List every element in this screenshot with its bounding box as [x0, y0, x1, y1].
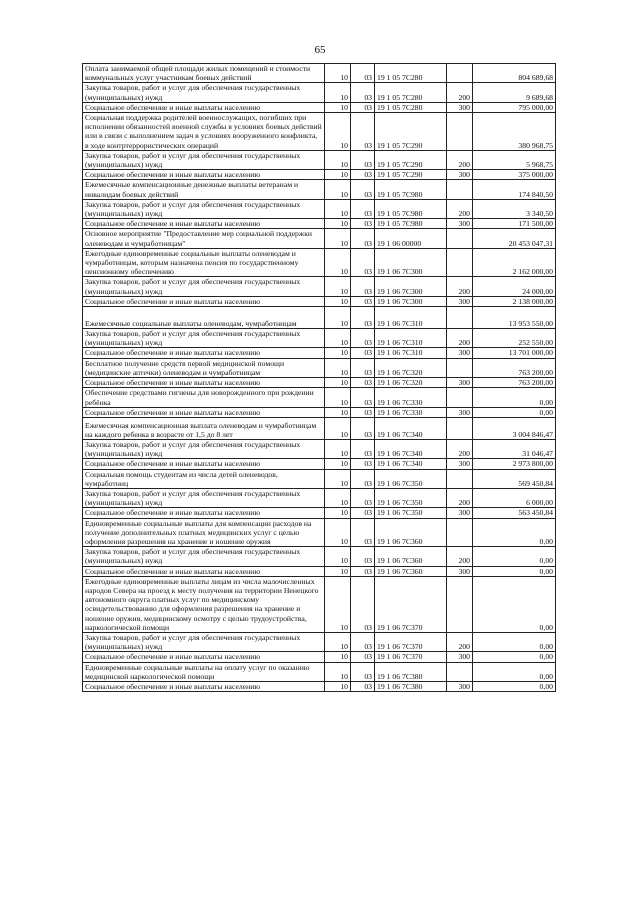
table-row	[83, 296, 556, 306]
expense-type-cell: 300	[447, 378, 473, 388]
section-code-cell: 10	[325, 518, 351, 547]
subsection-code-cell: 03	[351, 358, 375, 377]
section-code-cell: 10	[325, 378, 351, 388]
amount-cell: 795 000,00	[473, 102, 556, 112]
subsection-code-cell: 03	[351, 439, 375, 458]
expense-type-cell: 200	[447, 439, 473, 458]
target-article-cell: 19 1 06 7С330	[375, 388, 447, 407]
table-row	[83, 576, 556, 632]
amount-cell: 763 200,00	[473, 358, 556, 377]
row-name-cell: Социальное обеспечение и иные выплаты населению	[83, 378, 325, 388]
section-code-cell: 10	[325, 681, 351, 691]
amount-cell: 171 500,00	[473, 219, 556, 229]
row-name-cell: Закупка товаров, работ и услуг для обеспечения государственных (муниципальных) нужд	[83, 199, 325, 218]
section-code-cell: 10	[325, 508, 351, 518]
section-code-cell: 10	[325, 566, 351, 576]
row-name-cell: Социальное обеспечение и иные выплаты населению	[83, 681, 325, 691]
section-code-cell: 10	[325, 662, 351, 681]
subsection-code-cell: 03	[351, 229, 375, 248]
amount-cell: 0,00	[473, 662, 556, 681]
target-article-cell: 19 1 06 7С360	[375, 566, 447, 576]
section-code-cell: 10	[325, 488, 351, 507]
subsection-code-cell: 03	[351, 407, 375, 417]
target-article-cell: 19 1 06 7С300	[375, 277, 447, 296]
target-article-cell: 19 1 06 7С310	[375, 307, 447, 329]
target-article-cell: 19 1 05 7С290	[375, 150, 447, 169]
table-row	[83, 358, 556, 377]
subsection-code-cell: 03	[351, 469, 375, 488]
table-row	[83, 439, 556, 458]
target-article-cell: 19 1 06 7С360	[375, 518, 447, 547]
amount-cell: 3 340,50	[473, 199, 556, 218]
expense-type-cell	[447, 469, 473, 488]
target-article-cell: 19 1 05 7С290	[375, 170, 447, 180]
subsection-code-cell: 03	[351, 248, 375, 277]
row-name-cell: Ежемесячные компенсационные денежные выплаты ветеранам и инвалидам боевых действий	[83, 180, 325, 199]
section-code-cell: 10	[325, 102, 351, 112]
amount-cell: 804 689,68	[473, 64, 556, 83]
budget-table-body	[83, 64, 556, 692]
expense-type-cell: 200	[447, 547, 473, 566]
target-article-cell: 19 1 06 7С340	[375, 417, 447, 439]
target-article-cell: 19 1 06 7С320	[375, 358, 447, 377]
expense-type-cell	[447, 518, 473, 547]
row-name-cell: Закупка товаров, работ и услуг для обеспечения государственных (муниципальных) нужд	[83, 439, 325, 458]
subsection-code-cell: 03	[351, 576, 375, 632]
subsection-code-cell: 03	[351, 170, 375, 180]
expense-type-cell	[447, 358, 473, 377]
expense-type-cell	[447, 248, 473, 277]
amount-cell: 0,00	[473, 518, 556, 547]
table-row	[83, 307, 556, 329]
target-article-cell: 19 1 06 7С320	[375, 378, 447, 388]
target-article-cell: 19 1 06 7С350	[375, 508, 447, 518]
section-code-cell: 10	[325, 388, 351, 407]
amount-cell: 20 453 047,31	[473, 229, 556, 248]
subsection-code-cell: 03	[351, 388, 375, 407]
table-row	[83, 277, 556, 296]
table-row	[83, 64, 556, 83]
amount-cell: 3 004 846,47	[473, 417, 556, 439]
expense-type-cell: 200	[447, 329, 473, 348]
expense-type-cell: 200	[447, 199, 473, 218]
section-code-cell: 10	[325, 348, 351, 358]
row-name-cell: Социальная поддержка родителей военнослужащих, погибших при исполнении обязанностей военной службы в условиях боевых действий или в связи с выполнением задач в условиях вооруженного конфликта, в ходе контртеррористических операций	[83, 113, 325, 151]
section-code-cell: 10	[325, 307, 351, 329]
target-article-cell: 19 1 06 00000	[375, 229, 447, 248]
target-article-cell: 19 1 05 7С980	[375, 199, 447, 218]
subsection-code-cell: 03	[351, 508, 375, 518]
expense-type-cell: 300	[447, 508, 473, 518]
table-row	[83, 180, 556, 199]
subsection-code-cell: 03	[351, 681, 375, 691]
section-code-cell: 10	[325, 417, 351, 439]
expense-type-cell: 200	[447, 277, 473, 296]
expense-type-cell: 200	[447, 488, 473, 507]
section-code-cell: 10	[325, 83, 351, 102]
target-article-cell: 19 1 05 7С280	[375, 102, 447, 112]
expense-type-cell: 300	[447, 652, 473, 662]
table-row	[83, 83, 556, 102]
row-name-cell: Единовременные социальные выплаты на оплату услуг по оказанию медицинской наркологической помощи	[83, 662, 325, 681]
row-name-cell: Ежегодные единовременные выплаты лицам из числа малочисленных народов Севера на проезд к месту получения на территории Ненецкого автономного округа платных услуг по медицинскому освидетельствованию для оформления разрешения на хранение и ношение оружия, медицинскому осмотру с целью трудоустройства, наркологической помощи	[83, 576, 325, 632]
amount-cell: 2 138 000,00	[473, 296, 556, 306]
table-row	[83, 150, 556, 169]
expense-type-cell: 200	[447, 83, 473, 102]
table-row	[83, 566, 556, 576]
expense-type-cell: 300	[447, 348, 473, 358]
expense-type-cell: 300	[447, 296, 473, 306]
amount-cell: 6 000,00	[473, 488, 556, 507]
amount-cell: 0,00	[473, 566, 556, 576]
expense-type-cell	[447, 307, 473, 329]
subsection-code-cell: 03	[351, 180, 375, 199]
row-name-cell: Обеспечение средствами гигиены для новорожденного при рождении ребёнка	[83, 388, 325, 407]
subsection-code-cell: 03	[351, 199, 375, 218]
row-name-cell: Социальное обеспечение и иные выплаты населению	[83, 459, 325, 469]
target-article-cell: 19 1 05 7С280	[375, 64, 447, 83]
target-article-cell: 19 1 06 7С370	[375, 652, 447, 662]
table-row	[83, 407, 556, 417]
amount-cell: 5 968,75	[473, 150, 556, 169]
row-name-cell: Закупка товаров, работ и услуг для обеспечения государственных (муниципальных) нужд	[83, 329, 325, 348]
amount-cell: 13 953 550,00	[473, 307, 556, 329]
table-row	[83, 199, 556, 218]
section-code-cell: 10	[325, 576, 351, 632]
subsection-code-cell: 03	[351, 329, 375, 348]
target-article-cell: 19 1 06 7С340	[375, 459, 447, 469]
row-name-cell: Ежегодные единовременные социальные выплаты оленеводам и чумработницам, которым назначена пенсия по государственному пенсионному обеспечению	[83, 248, 325, 277]
section-code-cell: 10	[325, 229, 351, 248]
subsection-code-cell: 03	[351, 307, 375, 329]
amount-cell: 0,00	[473, 547, 556, 566]
section-code-cell: 10	[325, 632, 351, 651]
table-row	[83, 102, 556, 112]
target-article-cell: 19 1 06 7С310	[375, 329, 447, 348]
row-name-cell: Закупка товаров, работ и услуг для обеспечения государственных (муниципальных) нужд	[83, 277, 325, 296]
section-code-cell: 10	[325, 407, 351, 417]
table-row	[83, 248, 556, 277]
amount-cell: 563 450,84	[473, 508, 556, 518]
subsection-code-cell: 03	[351, 219, 375, 229]
amount-cell: 569 450,84	[473, 469, 556, 488]
subsection-code-cell: 03	[351, 277, 375, 296]
table-row	[83, 508, 556, 518]
subsection-code-cell: 03	[351, 113, 375, 151]
expense-type-cell	[447, 64, 473, 83]
section-code-cell: 10	[325, 150, 351, 169]
row-name-cell: Социальное обеспечение и иные выплаты населению	[83, 219, 325, 229]
amount-cell: 2 162 000,00	[473, 248, 556, 277]
table-row	[83, 170, 556, 180]
table-row	[83, 662, 556, 681]
amount-cell: 0,00	[473, 407, 556, 417]
amount-cell: 9 689,68	[473, 83, 556, 102]
section-code-cell: 10	[325, 170, 351, 180]
section-code-cell: 10	[325, 358, 351, 377]
expense-type-cell: 300	[447, 459, 473, 469]
row-name-cell: Единовременные социальные выплаты для компенсации расходов на получение дополнительных платных медицинских услуг с целью оформления разрешения на хранение и ношение оружия	[83, 518, 325, 547]
table-row	[83, 681, 556, 691]
expense-type-cell	[447, 180, 473, 199]
amount-cell: 24 000,00	[473, 277, 556, 296]
table-row	[83, 329, 556, 348]
subsection-code-cell: 03	[351, 150, 375, 169]
expense-type-cell	[447, 417, 473, 439]
section-code-cell: 10	[325, 469, 351, 488]
amount-cell: 0,00	[473, 576, 556, 632]
amount-cell: 13 701 000,00	[473, 348, 556, 358]
subsection-code-cell: 03	[351, 348, 375, 358]
expense-type-cell: 300	[447, 170, 473, 180]
subsection-code-cell: 03	[351, 102, 375, 112]
row-name-cell: Социальное обеспечение и иные выплаты населению	[83, 652, 325, 662]
section-code-cell: 10	[325, 547, 351, 566]
table-row	[83, 229, 556, 248]
amount-cell: 0,00	[473, 681, 556, 691]
target-article-cell: 19 1 06 7С360	[375, 547, 447, 566]
expense-type-cell	[447, 113, 473, 151]
subsection-code-cell: 03	[351, 518, 375, 547]
amount-cell: 31 046,47	[473, 439, 556, 458]
expense-type-cell: 200	[447, 632, 473, 651]
row-name-cell: Социальная помощь студентам из числа детей оленеводов, чумработниц	[83, 469, 325, 488]
target-article-cell: 19 1 05 7С290	[375, 113, 447, 151]
amount-cell: 0,00	[473, 388, 556, 407]
section-code-cell: 10	[325, 199, 351, 218]
row-name-cell: Закупка товаров, работ и услуг для обеспечения государственных (муниципальных) нужд	[83, 547, 325, 566]
section-code-cell: 10	[325, 459, 351, 469]
table-row	[83, 469, 556, 488]
section-code-cell: 10	[325, 439, 351, 458]
target-article-cell: 19 1 06 7С330	[375, 407, 447, 417]
table-row	[83, 113, 556, 151]
target-article-cell: 19 1 06 7С380	[375, 681, 447, 691]
target-article-cell: 19 1 06 7С370	[375, 576, 447, 632]
row-name-cell: Основное мероприятие "Предоставление мер социальной поддержки оленеводам и чумработницам"	[83, 229, 325, 248]
subsection-code-cell: 03	[351, 64, 375, 83]
row-name-cell: Закупка товаров, работ и услуг для обеспечения государственных (муниципальных) нужд	[83, 150, 325, 169]
target-article-cell: 19 1 05 7С280	[375, 83, 447, 102]
section-code-cell: 10	[325, 219, 351, 229]
expense-type-cell: 300	[447, 681, 473, 691]
amount-cell: 252 550,00	[473, 329, 556, 348]
row-name-cell: Закупка товаров, работ и услуг для обеспечения государственных (муниципальных) нужд	[83, 632, 325, 651]
target-article-cell: 19 1 06 7С300	[375, 248, 447, 277]
row-name-cell: Социальное обеспечение и иные выплаты населению	[83, 102, 325, 112]
expense-type-cell: 300	[447, 566, 473, 576]
expense-type-cell	[447, 229, 473, 248]
row-name-cell: Социальное обеспечение и иные выплаты населению	[83, 407, 325, 417]
amount-cell: 380 968,75	[473, 113, 556, 151]
expense-type-cell: 300	[447, 407, 473, 417]
subsection-code-cell: 03	[351, 459, 375, 469]
expense-type-cell: 200	[447, 150, 473, 169]
row-name-cell: Закупка товаров, работ и услуг для обеспечения государственных (муниципальных) нужд	[83, 83, 325, 102]
amount-cell: 174 840,50	[473, 180, 556, 199]
target-article-cell: 19 1 06 7С340	[375, 439, 447, 458]
table-row	[83, 417, 556, 439]
page-number: 65	[314, 44, 326, 56]
target-article-cell: 19 1 06 7С310	[375, 348, 447, 358]
target-article-cell: 19 1 05 7С980	[375, 180, 447, 199]
target-article-cell: 19 1 05 7С980	[375, 219, 447, 229]
expense-type-cell: 300	[447, 102, 473, 112]
table-row	[83, 547, 556, 566]
subsection-code-cell: 03	[351, 652, 375, 662]
target-article-cell: 19 1 06 7С300	[375, 296, 447, 306]
subsection-code-cell: 03	[351, 83, 375, 102]
target-article-cell: 19 1 06 7С370	[375, 632, 447, 651]
expense-type-cell	[447, 662, 473, 681]
subsection-code-cell: 03	[351, 296, 375, 306]
table-row	[83, 459, 556, 469]
table-row	[83, 518, 556, 547]
section-code-cell: 10	[325, 277, 351, 296]
row-name-cell: Закупка товаров, работ и услуг для обеспечения государственных (муниципальных) нужд	[83, 488, 325, 507]
row-name-cell: Социальное обеспечение и иные выплаты населению	[83, 348, 325, 358]
table-row	[83, 652, 556, 662]
amount-cell: 375 000,00	[473, 170, 556, 180]
expense-type-cell	[447, 388, 473, 407]
target-article-cell: 19 1 06 7С350	[375, 469, 447, 488]
subsection-code-cell: 03	[351, 566, 375, 576]
table-row	[83, 388, 556, 407]
subsection-code-cell: 03	[351, 417, 375, 439]
row-name-cell: Ежемесячные социальные выплаты оленеводам, чумработницам	[83, 307, 325, 329]
subsection-code-cell: 03	[351, 378, 375, 388]
table-row	[83, 219, 556, 229]
row-name-cell: Социальное обеспечение и иные выплаты населению	[83, 170, 325, 180]
row-name-cell: Ежемесячная компенсационная выплата оленеводам и чумработницам на каждого ребенка в возрасте от 1,5 до 8 лет	[83, 417, 325, 439]
amount-cell: 763 200,00	[473, 378, 556, 388]
row-name-cell: Социальное обеспечение и иные выплаты населению	[83, 296, 325, 306]
subsection-code-cell: 03	[351, 662, 375, 681]
row-name-cell: Социальное обеспечение и иные выплаты населению	[83, 566, 325, 576]
table-row	[83, 348, 556, 358]
section-code-cell: 10	[325, 296, 351, 306]
section-code-cell: 10	[325, 180, 351, 199]
amount-cell: 0,00	[473, 632, 556, 651]
table-row	[83, 378, 556, 388]
budget-table	[82, 63, 556, 692]
expense-type-cell	[447, 576, 473, 632]
subsection-code-cell: 03	[351, 547, 375, 566]
section-code-cell: 10	[325, 113, 351, 151]
table-row	[83, 632, 556, 651]
row-name-cell: Социальное обеспечение и иные выплаты населению	[83, 508, 325, 518]
section-code-cell: 10	[325, 248, 351, 277]
row-name-cell: Оплата занимаемой общей площади жилых помещений и стоимости коммунальных услуг участникам боевых действий	[83, 64, 325, 83]
amount-cell: 2 973 800,00	[473, 459, 556, 469]
section-code-cell: 10	[325, 652, 351, 662]
subsection-code-cell: 03	[351, 632, 375, 651]
section-code-cell: 10	[325, 64, 351, 83]
section-code-cell: 10	[325, 329, 351, 348]
target-article-cell: 19 1 06 7С380	[375, 662, 447, 681]
expense-type-cell: 300	[447, 219, 473, 229]
target-article-cell: 19 1 06 7С350	[375, 488, 447, 507]
row-name-cell: Бесплатное получение средств первой медицинской помощи (медицинские аптечки) оленеводам и чумработницам	[83, 358, 325, 377]
subsection-code-cell: 03	[351, 488, 375, 507]
amount-cell: 0,00	[473, 652, 556, 662]
table-row	[83, 488, 556, 507]
